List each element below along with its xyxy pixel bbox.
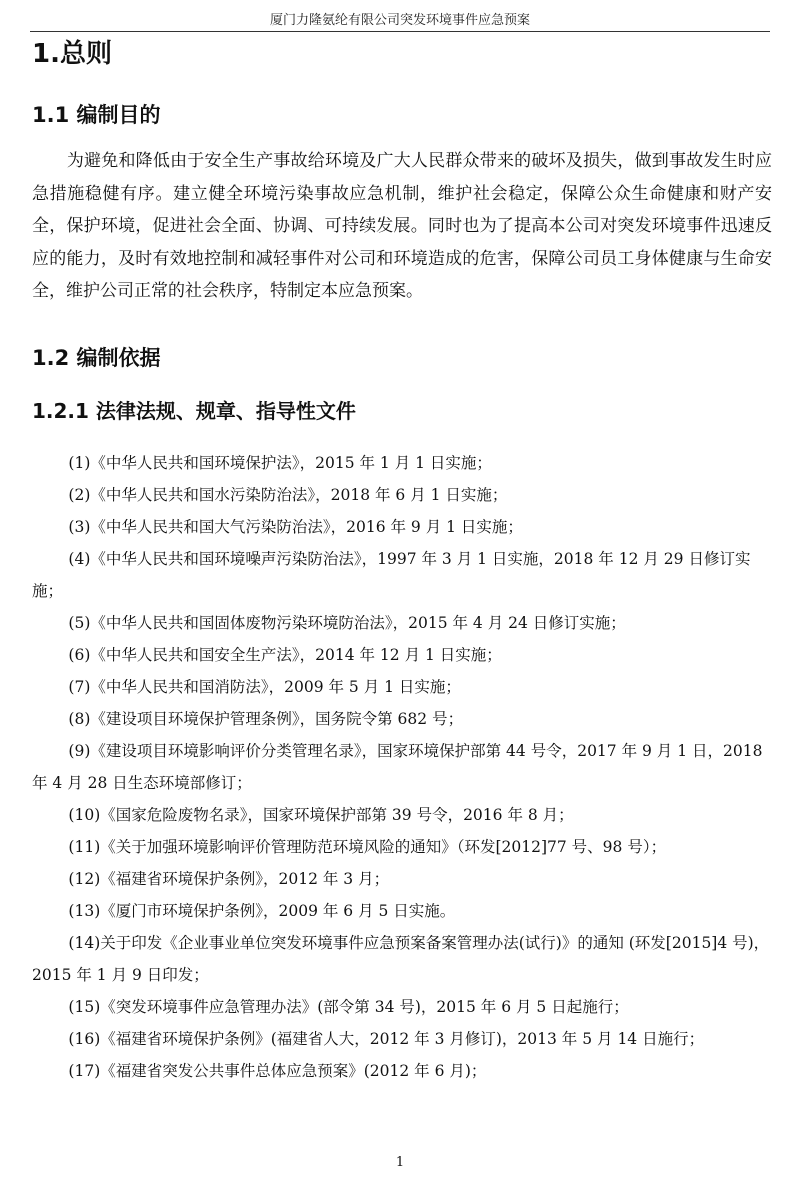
- reference-item: (6)《中华人民共和国安全生产法》，2014 年 12 月 1 日实施；: [68, 646, 502, 664]
- reference-item: (3)《中华人民共和国大气污染防治法》，2016 年 9 月 1 日实施；: [68, 518, 523, 536]
- chapter-title: 1.总则: [32, 39, 112, 69]
- section-1-1-title: 1.1 编制目的: [32, 103, 161, 127]
- reference-item: (17)《福建省突发公共事件总体应急预案》(2012 年 6 月)；: [68, 1062, 487, 1080]
- reference-item: (7)《中华人民共和国消防法》，2009 年 5 月 1 日实施；: [68, 678, 461, 696]
- reference-item: (16)《福建省环境保护条例》(福建省人大，2012 年 3 月修订)，2013 年 5 月 14 日施行；: [68, 1030, 705, 1048]
- reference-item: (4)《中华人民共和国环境噪声污染防治法》，1997 年 3 月 1 日实施，2018 年 12 月 29 日修订实施；: [32, 550, 751, 600]
- page-number: 1: [395, 1155, 405, 1170]
- reference-item: (14)关于印发《企业事业单位突发环境事件应急预案备案管理办法(试行)》的通知 (环发[2015]4 号)，2015 年 1 月 9 日印发；: [32, 934, 770, 984]
- reference-item: (11)《关于加强环境影响评价管理防范环境风险的通知》（环发[2012]77 号、98 号）；: [68, 838, 667, 856]
- reference-item: (2)《中华人民共和国水污染防治法》，2018 年 6 月 1 日实施；: [68, 486, 508, 504]
- running-header: 厦门力隆氨纶有限公司突发环境事件应急预案: [269, 13, 530, 28]
- reference-item: (13)《厦门市环境保护条例》，2009 年 6 月 5 日实施。: [68, 902, 456, 920]
- header-divider: [30, 31, 770, 32]
- reference-item: (1)《中华人民共和国环境保护法》，2015 年 1 月 1 日实施；: [68, 454, 492, 472]
- section-1-1-paragraph: 为避免和降低由于安全生产事故给环境及广大人民群众带来的破坏及损失，做到事故发生时应急措施稳健有序。建立健全环境污染事故应急机制，维护社会稳定，保障公众生命健康和财产安全，保护环境，促进社会全面、协调、可持续发展。同时也为了提高本公司对突发环境事件迅速反应的能力，及时有效地控制和减轻事件对公司和环境造成的危害，保障公司员工身体健康与生命安全，维护公司正常的社会秩序，特制定本应急预案。: [32, 151, 772, 301]
- section-1-2-title: 1.2 编制依据: [32, 346, 161, 370]
- reference-item: (8)《建设项目环境保护管理条例》，国务院令第 682 号；: [68, 710, 464, 728]
- reference-item: (10)《国家危险废物名录》，国家环境保护部第 39 号令，2016 年 8 月；: [68, 806, 574, 824]
- reference-item: (5)《中华人民共和国固体废物污染环境防治法》，2015 年 4 月 24 日修订实施；: [68, 614, 626, 632]
- reference-list: [32, 447, 772, 1087]
- reference-item: (12)《福建省环境保护条例》，2012 年 3 月；: [68, 870, 390, 888]
- reference-item: (15)《突发环境事件应急管理办法》(部令第 34 号)，2015 年 6 月 5 日起施行；: [68, 998, 629, 1016]
- reference-item: (9)《建设项目环境影响评价分类管理名录》，国家环境保护部第 44 号令，2017 年 9 月 1 日，2018 年 4 月 28 日生态环境部修订；: [32, 742, 763, 792]
- section-1-2-1-title: 1.2.1 法律法规、规章、指导性文件: [32, 399, 356, 423]
